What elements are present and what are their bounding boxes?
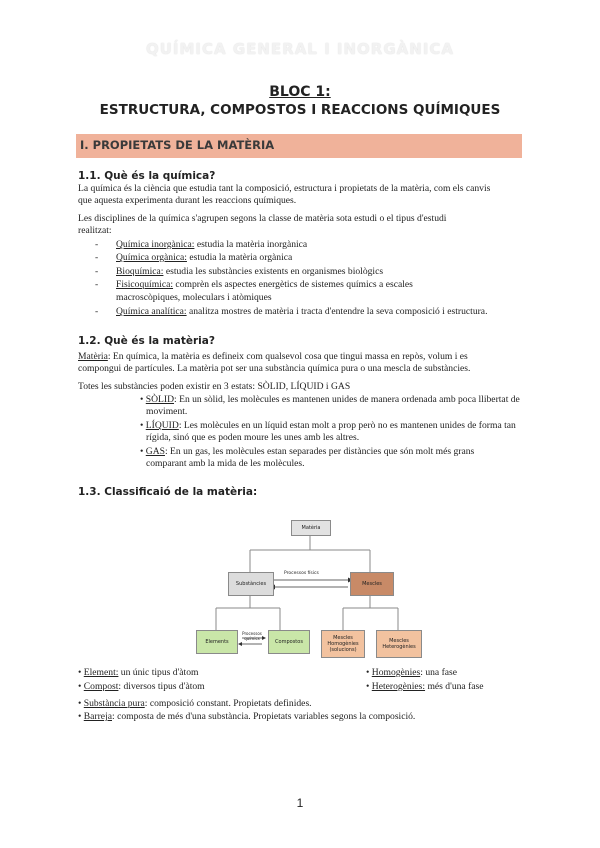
para-quimica-l1: La química és la ciència que estudia tant la composició, estructura i propietats de la matèria, com els canvis xyxy=(78,183,491,194)
label-processos-fisics: Processos físics xyxy=(284,571,319,576)
bullet-solid-cont: moviment. xyxy=(146,406,188,417)
bullet-solid: • SÒLID: En un sòlid, les molècules es mantenen unides de manera ordenada amb poca llibertat de xyxy=(140,394,520,405)
desc: estudia la matèria orgànica xyxy=(186,252,293,263)
box-mescles-heterogenies: Mescles Heterogènies xyxy=(376,630,422,658)
para-disciplines-l1: Les disciplines de la química s'agrupen segons la classe de matèria sota estudi o el tipus d'estudi xyxy=(78,213,447,224)
para-materia-l2: compongui de partícules. La matèria pot ser una substància química pura o una mescla de substàncies. xyxy=(78,363,471,374)
bullet-gas: • GAS: En un gas, les molècules estan separades per distàncies que són molt més grans xyxy=(140,446,475,457)
box-mescles: Mescles xyxy=(350,572,394,596)
term: Química analítica: xyxy=(116,306,187,317)
bullet-homogenies: • Homogènies: una fase xyxy=(366,667,458,678)
term: Química inorgànica: xyxy=(116,239,195,250)
desc: comprèn els aspectes energètics de sistemes químics a escales xyxy=(173,279,413,290)
heading-1-2: 1.2. Què és la matèria? xyxy=(78,335,215,347)
heading-1-1: 1.1. Què és la química? xyxy=(78,170,216,182)
desc: estudia les substàncies existents en organismes biològics xyxy=(163,266,384,277)
term: Química orgànica: xyxy=(116,252,187,263)
box-materia: Matèria xyxy=(291,520,331,536)
heading-1-3: 1.3. Classificaió de la matèria: xyxy=(78,486,258,498)
desc: estudia la matèria inorgànica xyxy=(194,239,308,250)
section-banner-label: I. PROPIETATS DE LA MATÈRIA xyxy=(80,138,275,152)
bullet-substancia-pura: • Substància pura: composició constant. Propietats definides. xyxy=(78,698,312,709)
box-substancies: Substàncies xyxy=(228,572,274,596)
page-number: 1 xyxy=(296,796,304,810)
para-disciplines-l2: realitzat: xyxy=(78,225,112,236)
para-materia-l1: Matèria: En química, la matèria es defineix com qualsevol cosa que tingui massa en repòs, volum i es xyxy=(78,351,468,362)
bullet-compost: • Compost: diversos tipus d'àtom xyxy=(78,681,205,692)
para-quimica-l2: que aquesta experimenta durant les reaccions químiques. xyxy=(78,195,297,206)
bloc-subtitle: ESTRUCTURA, COMPOSTOS I REACCIONS QUÍMIQUES xyxy=(99,102,501,118)
bullet-heterogenies: • Heterogènies: més d'una fase xyxy=(366,681,484,692)
bullet-barreja: • Barreja: composta de més d'una substància. Propietats variables segons la composició. xyxy=(78,711,416,722)
term: Fisicoquímica: xyxy=(116,279,174,290)
document-header: QUÍMICA GENERAL I INORGÀNICA xyxy=(145,40,455,58)
bullet-gas-cont: comparant amb la mida de les molècules. xyxy=(146,458,305,469)
bullet-element: • Element: un únic tipus d'àtom xyxy=(78,667,199,678)
bullet-liquid: • LÍQUID: Les molècules en un líquid estan molt a prop però no es mantenen unides de forma tan xyxy=(140,420,516,431)
section-banner xyxy=(76,134,522,158)
label-processos-quimics: Processos químics xyxy=(242,631,262,641)
para-states-intro: Totes les substàncies poden existir en 3 estats: SÒLID, LÍQUID i GAS xyxy=(78,381,351,392)
box-elements: Elements xyxy=(196,630,238,654)
bullet-liquid-cont: rígida, sinó que es poden moure les unes amb les altres. xyxy=(146,432,360,443)
classification-diagram xyxy=(190,512,430,660)
bloc-title: BLOC 1: xyxy=(269,84,331,100)
term: Bioquímica: xyxy=(116,266,164,277)
box-compostos: Compostos xyxy=(268,630,310,654)
box-mescles-homogenies: Mescles Homogènies (solucions) xyxy=(321,630,365,658)
desc: analitza mostres de matèria i tracta d'entendre la seva composició i estructura. xyxy=(186,306,488,317)
